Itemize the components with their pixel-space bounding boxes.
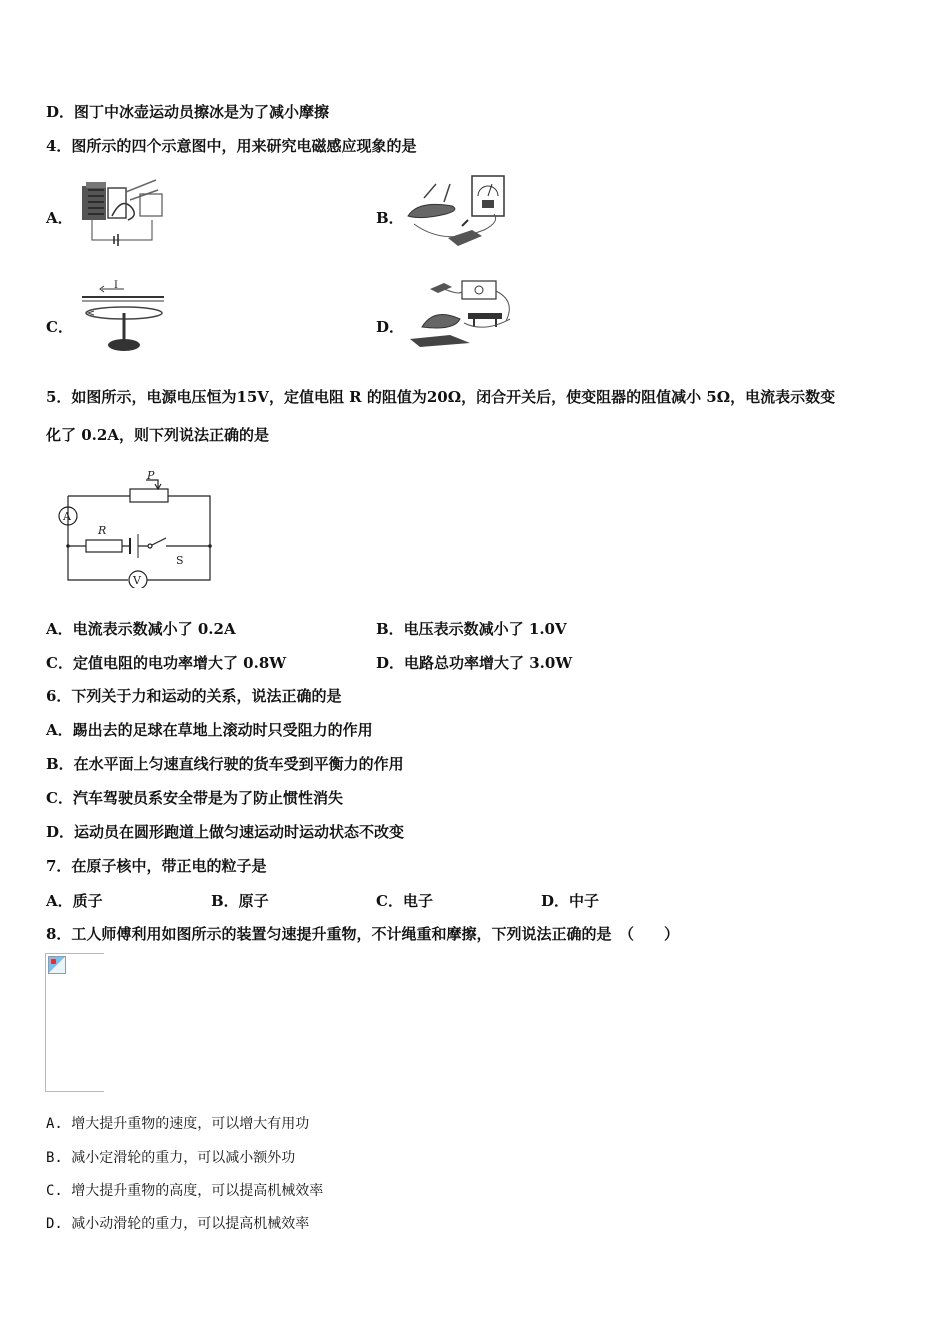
q4-option-c-label: C． [46, 318, 73, 336]
q5-label-v: V [133, 574, 141, 587]
q5-label-r: R [98, 524, 107, 537]
q8-option-d: D. 减小动滑轮的重力，可以提高机械效率 [46, 1216, 310, 1232]
broken-image-icon [48, 956, 66, 974]
q5-circuit-diagram [50, 466, 220, 588]
q5-rheostat [130, 489, 168, 502]
q5-option-d: D．电路总功率增大了 3.0W [376, 654, 573, 672]
q5-label-s: S [176, 554, 184, 567]
q4-figure-d [404, 277, 516, 349]
q8-figure-broken-image [45, 953, 104, 1092]
q4-option-b-label: B． [376, 209, 404, 227]
q8-option-b: B. 减小定滑轮的重力，可以减小额外功 [46, 1150, 296, 1166]
q5-option-a: A．电流表示数减小了 0.2A [46, 620, 236, 638]
q6-stem: 6．下列关于力和运动的关系，说法正确的是 [46, 687, 342, 705]
q4-stem: 4．图所示的四个示意图中，用来研究电磁感应现象的是 [46, 137, 417, 155]
q4-option-d-label: D． [376, 318, 405, 336]
q4-option-a-label: A． [46, 209, 73, 227]
q7-option-d: D．中子 [541, 892, 600, 910]
q5-switch-s [152, 538, 166, 545]
q5-stem-line1: 5．如图所示，电源电压恒为15V，定值电阻 R 的阻值为20Ω，闭合开关后，使变阻器的阻值减小 5Ω，电流表示数变 [46, 388, 836, 406]
q6-option-d: D．运动员在圆形跑道上做匀速运动时运动状态不改变 [46, 823, 405, 841]
q4-figure-c [78, 279, 168, 355]
q3-option-d: D．图丁中冰壶运动员擦冰是为了减小摩擦 [46, 103, 330, 121]
q4-figure-b [404, 172, 509, 252]
q8-option-a: A. 增大提升重物的速度，可以增大有用功 [46, 1116, 310, 1132]
q7-option-c: C．电子 [376, 892, 433, 910]
q7-stem: 7．在原子核中，带正电的粒子是 [46, 857, 267, 875]
q5-label-p: P [147, 469, 155, 482]
q6-option-b: B．在水平面上匀速直线行驶的货车受到平衡力的作用 [46, 755, 404, 773]
q5-resistor-r [86, 540, 122, 552]
q7-option-a: A．质子 [46, 892, 103, 910]
q7-option-b: B．原子 [211, 892, 269, 910]
q4-figure-c-current-label: I [114, 280, 118, 291]
q4-figure-a [78, 176, 168, 251]
q5-option-b: B．电压表示数减小了 1.0V [376, 620, 567, 638]
q5-option-c: C．定值电阻的电功率增大了 0.8W [46, 654, 287, 672]
q6-option-a: A．踢出去的足球在草地上滚动时只受阻力的作用 [46, 721, 373, 739]
q5-label-a: A [63, 510, 71, 523]
q5-stem-line2: 化了 0.2A，则下列说法正确的是 [46, 426, 269, 444]
q6-option-c: C．汽车驾驶员系安全带是为了防止惯性消失 [46, 789, 343, 807]
q8-stem: 8．工人师傅利用如图所示的装置匀速提升重物，不计绳重和摩擦，下列说法正确的是 （ ） [46, 925, 679, 943]
q8-option-c: C. 增大提升重物的高度，可以提高机械效率 [46, 1183, 324, 1199]
